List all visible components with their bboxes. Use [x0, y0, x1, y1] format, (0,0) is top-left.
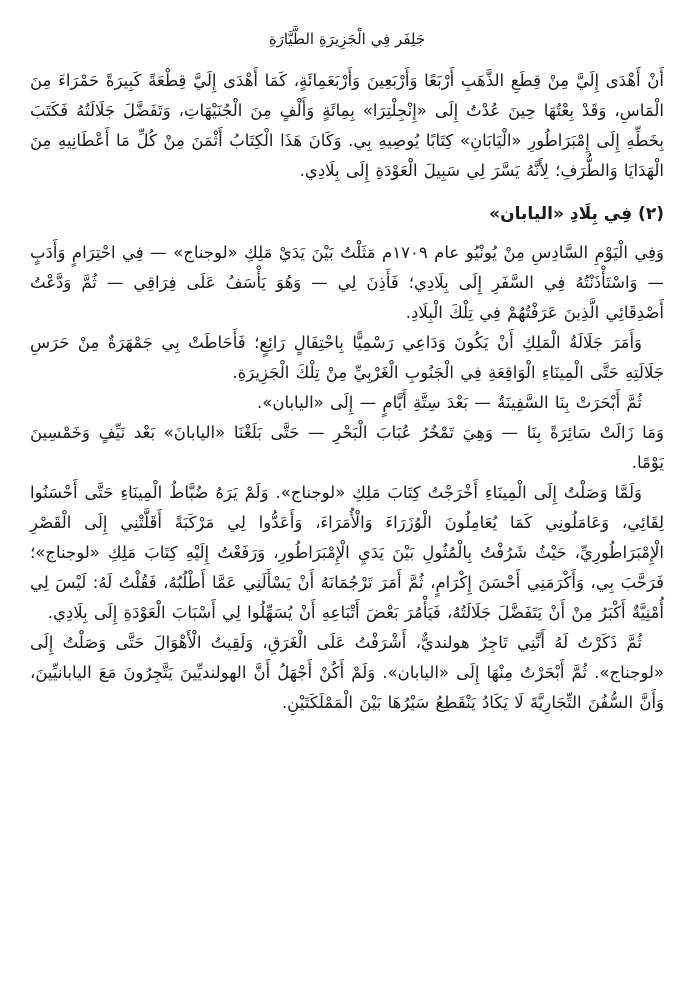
- paragraph-3: ثُمَّ أَبْحَرَتْ بِنَا السَّفِينَةُ — بَعْدَ سِتَّةِ أَيَّامٍ — إِلَى «اليابان».: [256, 393, 642, 412]
- paragraph-continued: أَنْ أَهْدَى إِلَيَّ مِنْ قِطَعِ الذَّهَبِ أَرْبَعًا وَأَرْبَعِينَ وَأَرْبَعَمِائَةٍ، كَمَا أَهْدَى إِلَيَّ قِطْعَةً كَبِيرَةً حَمْرَاءَ مِنَ الْمَاسِ، وَقَدْ بِعْتُهَا حِينَ عُدْتُ إِلَى «إِنْجِلْتِرَا» بِمِائَةٍ وَأَلْفٍ مِنَ الْجُنَيْهَاتِ، وَتَفَضَّلَ جَلَالَتُهُ فَكَتَبَ بِخَطِّهِ إِلَى إِمْبَرَاطُورِ «الْيَابَانِ» كِتَابًا يُوصِيهِ بِي. وَكَانَ هَذَا الْكِتَابُ أَثْمَنَ مِنْ كُلِّ مَا أَعْطَانِيهِ مِنَ الْهَدَايَا وَالطُّرَفِ؛ لِأَنَّهُ يَسَّرَ لِي سَبِيلَ الْعَوْدَةِ إِلَى بِلَادِي.: [30, 71, 664, 180]
- paragraph-6: ثُمَّ ذَكَرْتُ لَهُ أَنَّنِي تَاجِرٌ هولنديٌّ، أَشْرَفْتُ عَلَى الْغَرَقِ، وَلَقِيتُ الْأَهْوَالَ حَتَّى وَصَلْتُ إِلَى «لوجناج». ثُمَّ أَبْحَرْتُ مِنْهَا إِلَى «اليابان». وَلَمْ أَكُنْ أَجْهَلُ أَنَّ الهولنديِّينَ يَتَّجِرُونَ مَعَ اليابانيِّينَ، وَأَنَّ السُّفُنَ التِّجَارِيَّةَ لَا يَكَادُ يَنْقَطِعُ سَيْرُهَا بَيْنَ الْمَمْلَكَتَيْنِ.: [30, 633, 664, 712]
- section-heading: (٢) فِي بِلَادِ «اليابان»: [489, 204, 664, 224]
- paragraph-1: وَفِي الْيَوْمِ السَّادِسِ مِنْ يُونْيُو عام ١٧٠٩م مَثَلْتُ بَيْنَ يَدَيْ مَلِكِ «لوجناج» — فِي احْتِرَامٍ وَأَدَبٍ — وَاسْتَأْذَنْتُهُ فِي السَّفَرِ إِلَى بِلَادِي؛ فَأَذِنَ لِي — وَهُوَ يَأْسَفُ عَلَى فِرَاقِي — ثُمَّ وَدَّعْتُ أَصْدِقَائِي الَّذِينَ عَرَفْتُهُمْ فِي تِلْكَ الْبِلَادِ.: [30, 243, 664, 322]
- book-page: [30, 30, 664, 718]
- paragraph-2: وَأَمَرَ جَلَالَةُ الْمَلِكِ أَنْ يَكُونَ وَدَاعِي رَسْمِيًّا بِاحْتِفَالٍ رَائِعٍ؛ فَأَحَاطَتْ بِي جَمْهَرَةٌ مِنْ حَرَسِ جَلَالَتِهِ حَتَّى الْمِينَاءِ الْوَاقِعَةِ فِي الْجَنُوبِ الْغَرْبِيِّ مِنْ تِلْكَ الْجَزِيرَةِ.: [30, 333, 664, 382]
- running-header: جَلِفَر فِي الْجَزِيرَةِ الطَّيَّارَةِ: [268, 30, 426, 48]
- paragraph-4: وَمَا زَالَتْ سَائِرَةً بِنَا — وَهِيَ تَمْخُرُ عُبَابَ الْبَحْرِ — حَتَّى بَلَغْنَا «اليابانَ» بَعْد نَيِّفٍ وَخَمْسِينَ يَوْمًا.: [30, 423, 664, 472]
- paragraph-5: وَلَمَّا وَصَلْتُ إِلَى الْمِينَاءِ أَخْرَجْتُ كِتَابَ مَلِكِ «لوجناج». وَلَمْ يَرَهُ ضُبَّاطُ الْمِينَاءِ حَتَّى أَحْسَنُوا لِقَائِي، وَعَامَلُونِي كَمَا يُعَامِلُونَ الْوُزَرَاءَ وَالْأُمَرَاءَ، وَأَعَدُّوا لِي مَرْكَبَةً أَقَلَّتْنِي إِلَى الْقَصْرِ الْإِمْبَرَاطُورِيِّ، حَيْثُ شَرُفْتُ بِالْمُثُولِ بَيْنَ يَدَيِ الْإِمْبَرَاطُورِ، وَرَفَعْتُ إِلَيْهِ كِتَابَ مَلِكِ «لوجناج»؛ فَرَحَّبَ بِي، وَأَكْرَمَنِي أَحْسَنَ إِكْرَامٍ، ثُمَّ أَمَرَ تَرْجُمَانَهُ أَنْ يَسْأَلَنِي عَمَّا أَطْلُبُهُ، فَقُلْتُ لَهُ: لَيْسَ لِي أُمْنِيَّةٌ أَكْبَرُ مِنْ أَنْ يَتَفَضَّلَ جَلَالَتُهُ، فَيَأْمُرَ بَعْضَ أَتْبَاعِهِ أَنْ يُسَهِّلُوا لِي أَسْبَابَ الْعَوْدَةِ إِلَى بِلَادِي.: [30, 483, 664, 622]
